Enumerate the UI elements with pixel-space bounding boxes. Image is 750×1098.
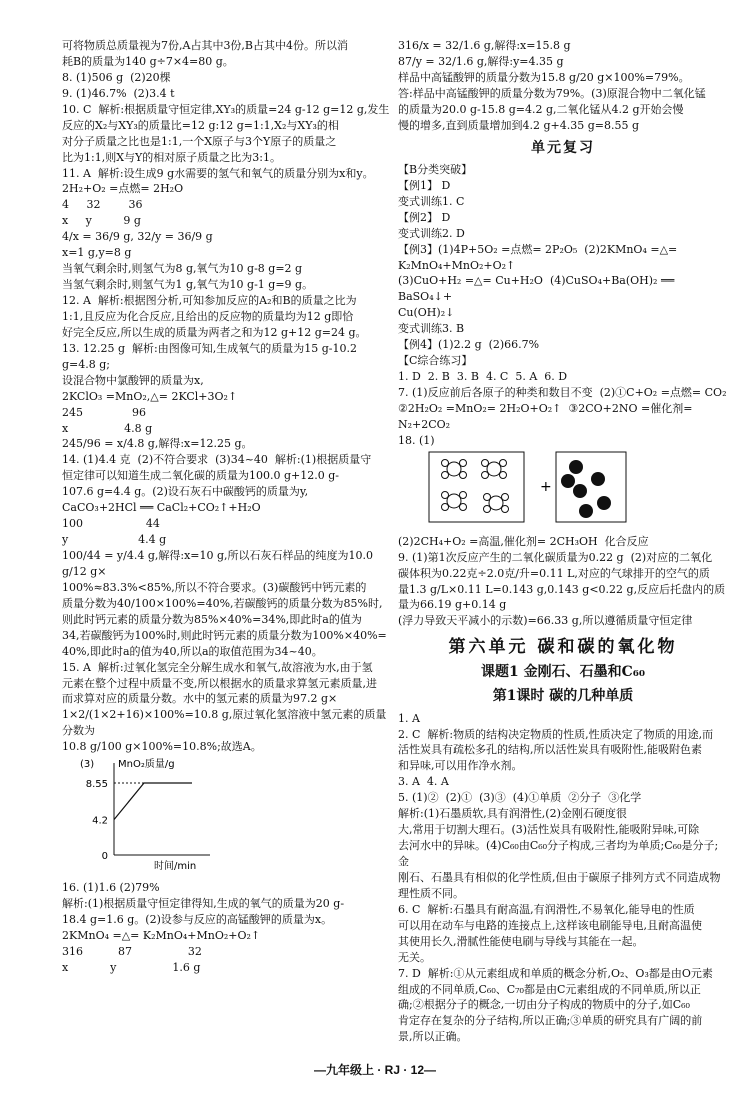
text-line: 样品中高锰酸钾的质量分数为15.8 g/20 g×100%=79%。 <box>398 70 690 84</box>
text-line: 4/x = 36/9 g, 32/y = 36/9 g <box>62 230 213 244</box>
text-line: y 4.4 g <box>62 533 167 547</box>
molecule-diagram <box>428 451 728 530</box>
text-line: 当氧气剩余时,则氢气为8 g,氧气为10 g-8 g=2 g <box>62 262 303 276</box>
text-line: 好完全反应,所以生成的质量为两者之和为12 g+12 g=24 g。 <box>62 325 367 339</box>
text-line: 【例4】(1)2.2 g (2)66.7% <box>398 338 540 352</box>
text-line: 大,常用于切割大理石。(3)活性炭具有吸附性,能吸附异味,可除 <box>398 823 700 837</box>
text-line: 316/x = 32/1.6 g,解得:x=15.8 g <box>398 39 571 52</box>
text-line: 14. (1)4.4 克 (2)不符合要求 (3)34~40 解析:(1)根据质量守 <box>62 453 372 467</box>
text-line: 16. (1)1.6 (2)79% <box>62 881 160 895</box>
text-line: ②2H₂O₂ =MnO₂= 2H₂O+O₂↑ ③2CO+2NO =催化剂= N₂+2CO₂ <box>398 401 696 431</box>
unit-title: 第六单元 碳和碳的氧化物 <box>448 637 678 658</box>
text-line: 12. A 解析:根据图分析,可知参加反应的A₂和B的质量之比为 <box>62 294 357 307</box>
text-line: 316 87 32 <box>62 944 202 958</box>
oxygen-atom <box>579 504 593 518</box>
text-line: 【C综合练习】 <box>398 354 473 368</box>
text-line: 的质量为20.0 g-15.8 g=4.2 g,二氧化锰从4.2 g开始会慢 <box>398 102 684 116</box>
text-line: Cu(OH)₂↓ <box>398 306 455 320</box>
text-line: 解析:(1)石墨质软,具有润滑性,(2)金刚石硬度很 <box>398 807 627 821</box>
text-line: 40%,即此时a的值为40,所以a的取值范围为34~40。 <box>62 644 323 658</box>
text-line: (3)CuO+H₂ =△= Cu+H₂O (4)CuSO₄+Ba(OH)₂ ══ BaSO₄↓+ <box>398 274 678 304</box>
text-line: 100%≈83.3%<85%,所以不符合要求。(3)碳酸钙中钙元素的 <box>62 580 367 594</box>
y-tick-label: 0 <box>101 851 108 863</box>
text-line: 100/44 = y/4.4 g,解得:x=10 g,所以石灰石样品的纯度为10.0 g/12 g× <box>62 549 377 578</box>
oxygen-atom <box>591 472 605 486</box>
text-line: 1. D 2. B 3. B 4. C 5. A 6. D <box>398 370 568 384</box>
y-tick-label: 4.2 <box>92 815 108 827</box>
text-line: (浮力导致天平减小的示数)=66.33 g,所以遵循质量守恒定律 <box>398 614 693 628</box>
text-line: 245/96 = x/4.8 g,解得:x=12.25 g。 <box>62 437 253 451</box>
text-line: 8. (1)506 g (2)20棵 <box>62 70 171 84</box>
text-line: 其使用长久,滑腻性能使电刷与导线与其能在一起。 <box>398 934 644 948</box>
text-line: 解析:(1)根据质量守恒定律得知,生成的氧气的质量为20 g- <box>62 897 345 911</box>
text-line: 变式训练2. D <box>398 226 465 240</box>
text-line: 87/y = 32/1.6 g,解得:y=4.35 g <box>398 54 564 68</box>
text-line: 质量分数为40/100×100%=40%,若碳酸钙的质量分数为85%时, <box>62 596 383 610</box>
text-line: 7. D 解析:①从元素组成和单质的概念分析,O₂、O₃都是由O元素 <box>398 966 713 980</box>
text-line: 反应的X₂与XY₃的质量比=12 g:12 g=1:1,X₂与XY₃的相 <box>62 118 339 132</box>
text-line: 无关。 <box>398 950 431 964</box>
y-tick-label: 8.55 <box>85 779 108 791</box>
text-line: 11. A 解析:设生成9 g水需要的氢气和氧气的质量分别为x和y。 <box>62 166 374 180</box>
text-line: CaCO₃+2HCl ══ CaCl₂+CO₂↑+H₂O <box>62 501 261 515</box>
y-axis-prefix: (3) <box>80 759 95 771</box>
chart-svg <box>62 755 212 875</box>
text-line: 恒定律可以知道生成二氧化碳的质量为100.0 g+12.0 g- <box>62 469 339 483</box>
text-line: x y 9 g <box>62 214 141 228</box>
text-line: 100 44 <box>62 517 160 531</box>
text-line: 18. (1) <box>398 433 435 447</box>
oxygen-atom <box>597 496 611 510</box>
oxygen-atom <box>561 474 575 488</box>
text-line: 肯定存在复杂的分子结构,所以正确;③单质的研究具有广阔的前 <box>398 1014 703 1028</box>
text-line: 9. (1)第1次反应产生的二氧化碳质量为0.22 g (2)对应的二氧化 <box>398 550 713 564</box>
text-line: x y 1.6 g <box>62 960 201 974</box>
text-line: 10.8 g/100 g×100%=10.8%;故选A。 <box>62 740 262 754</box>
text-line: 设混合物中氯酸钾的质量为x, <box>62 373 204 387</box>
text-line: 1. A <box>398 711 420 725</box>
text-line: 可将物质总质量视为7份,A占其中3份,B占其中4份。所以消 <box>62 39 349 52</box>
text-line: 34,若碳酸钙为100%时,则此时钙元素的质量分数为100%×40%= <box>62 628 387 642</box>
text-line: 元素在整个过程中质量不变,所以根据水的质量求算氢元素质量,进 <box>62 676 377 690</box>
text-line: 3. A 4. A <box>398 775 449 789</box>
unit-review-heading: 单元复习 <box>531 139 595 156</box>
mno2-chart <box>62 755 392 880</box>
text-line: x 4.8 g <box>62 421 153 435</box>
text-line: 答:样品中高锰酸钾的质量分数为79%。(3)原混合物中二氧化锰 <box>398 86 706 100</box>
text-line: 刚石、石墨具有相似的化学性质,但由于碳原子排列方式不同造成物 <box>398 870 721 884</box>
text-line: 【B分类突破】 <box>398 162 473 176</box>
text-line: 18.4 g=1.6 g。(2)设参与反应的高锰酸钾的质量为x。 <box>62 913 333 926</box>
text-line: 景,所以正确。 <box>398 1030 468 1044</box>
lesson-title: 课题1 金刚石、石墨和C₆₀ <box>480 664 646 680</box>
text-line: 4 32 36 <box>62 198 143 212</box>
text-line: 确;②根据分子的概念,一切由分子构成的物质中的分子,如C₆₀ <box>398 998 690 1012</box>
text-line: 碳体积为0.22克÷2.0克/升=0.11 L,对应的气球排开的空气的质 <box>398 566 710 580</box>
text-line: x=1 g,y=8 g <box>62 246 132 260</box>
period-title: 第1课时 碳的几种单质 <box>492 688 634 705</box>
y-axis-label: MnO₂质量/g <box>118 759 175 771</box>
text-line: 量1.3 g/L×0.11 L=0.143 g,0.143 g<0.22 g,反应后托盘内的质量为66.19 g+0.14 g <box>398 582 726 612</box>
text-line: 可以用在动车与电路的连接点上,这样该电刷能导电,且耐高温使 <box>398 918 702 932</box>
text-line: 比为1:1,则X与Y的相对原子质量之比为3:1。 <box>62 150 281 164</box>
molecule-svg <box>428 451 628 525</box>
text-line: 9. (1)46.7% (2)3.4 t <box>62 86 175 100</box>
text-line: 耗B的质量为140 g÷7×4=80 g。 <box>62 54 234 68</box>
right-column <box>398 38 728 1045</box>
x-axis-label: 时间/min <box>154 861 197 873</box>
text-line: 去河水中的异味。(4)C₆₀由C₆₀分子构成,三者均为单质;C₆₀是分子;金 <box>398 839 719 869</box>
oxygen-atom <box>573 484 587 498</box>
text-line: 变式训练1. C <box>398 194 465 208</box>
text-line: 6. C 解析:石墨具有耐高温,有润滑性,不易氧化,能导电的性质 <box>398 902 695 916</box>
page-footer: —九年级上 · RJ · 12— <box>313 1063 437 1077</box>
text-line: 2KMnO₄ =△= K₂MnO₄+MnO₂+O₂↑ <box>62 928 261 942</box>
text-line: 当氢气剩余时,则氢气为1 g,氧气为10 g-1 g=9 g。 <box>62 278 314 292</box>
text-line: 10. C 解析:根据质量守恒定律,XY₃的质量=24 g-12 g=12 g,发生 <box>62 102 390 116</box>
text-line: 理性质不同。 <box>398 886 464 900</box>
text-line: 5. (1)② (2)① (3)③ (4)①单质 ②分子 ③化学 <box>398 791 642 805</box>
text-line: 107.6 g=4.4 g。(2)设石灰石中碳酸钙的质量为y, <box>62 485 309 499</box>
text-line: 【例2】 D <box>398 210 451 224</box>
text-line: 13. 12.25 g 解析:由图像可知,生成氧气的质量为15 g-10.2 g=4.8 g; <box>62 341 361 371</box>
text-line: 慢的增多,直到质量增加到4.2 g+4.35 g=8.55 g <box>398 118 640 132</box>
text-line: 2. C 解析:物质的结构决定物质的性质,性质决定了物质的用途,而 <box>398 727 714 741</box>
text-line: 245 96 <box>62 405 146 419</box>
plus-sign: + <box>540 478 552 495</box>
text-line: 变式训练3. B <box>398 322 465 336</box>
text-line: 15. A 解析:过氧化氢完全分解生成水和氧气,故溶液为水,由于氢 <box>62 660 373 674</box>
text-line: 7. (1)反应前后各原子的种类和数目不变 (2)①C+O₂ =点燃= CO₂ <box>398 386 727 400</box>
text-line: 则此时钙元素的质量分数为85%×40%=34%,即此时a的值为 <box>62 612 362 626</box>
text-line: 2H₂+O₂ =点燃= 2H₂O <box>62 182 184 196</box>
left-column <box>62 38 392 976</box>
text-line: 2KClO₃ =MnO₂,△= 2KCl+3O₂↑ <box>62 389 238 403</box>
text-line: 【例1】 D <box>398 178 451 192</box>
text-line: 活性炭具有疏松多孔的结构,所以活性炭具有吸附性,能吸附色素 <box>398 743 702 757</box>
text-line: 组成的不同单质,C₆₀、C₇₀都是由C元素组成的不同单质,所以正 <box>398 982 701 996</box>
text-line: 对分子质量之比也是1:1,一个X原子与3个Y原子的质量之 <box>62 134 337 148</box>
text-line: 而求算对应的质量分数。水中的氢元素的质量为97.2 g× <box>62 692 338 706</box>
oxygen-atom <box>569 460 583 474</box>
text-line: 和异味,可以用作净水剂。 <box>398 759 523 773</box>
series-line <box>114 783 192 820</box>
text-line: 【例3】(1)4P+5O₂ =点燃= 2P₂O₅ (2)2KMnO₄ =△= K₂MnO₄+MnO₂+O₂↑ <box>398 242 681 272</box>
text-line: 1:1,且反应为化合反应,且给出的反应物的质量均为12 g即恰 <box>62 309 354 323</box>
text-line: 1×2/(1×2+16)×100%=10.8 g,原过氧化氢溶液中氢元素的质量分数为 <box>62 708 387 738</box>
text-line: (2)2CH₄+O₂ =高温,催化剂= 2CH₃OH 化合反应 <box>398 534 649 548</box>
